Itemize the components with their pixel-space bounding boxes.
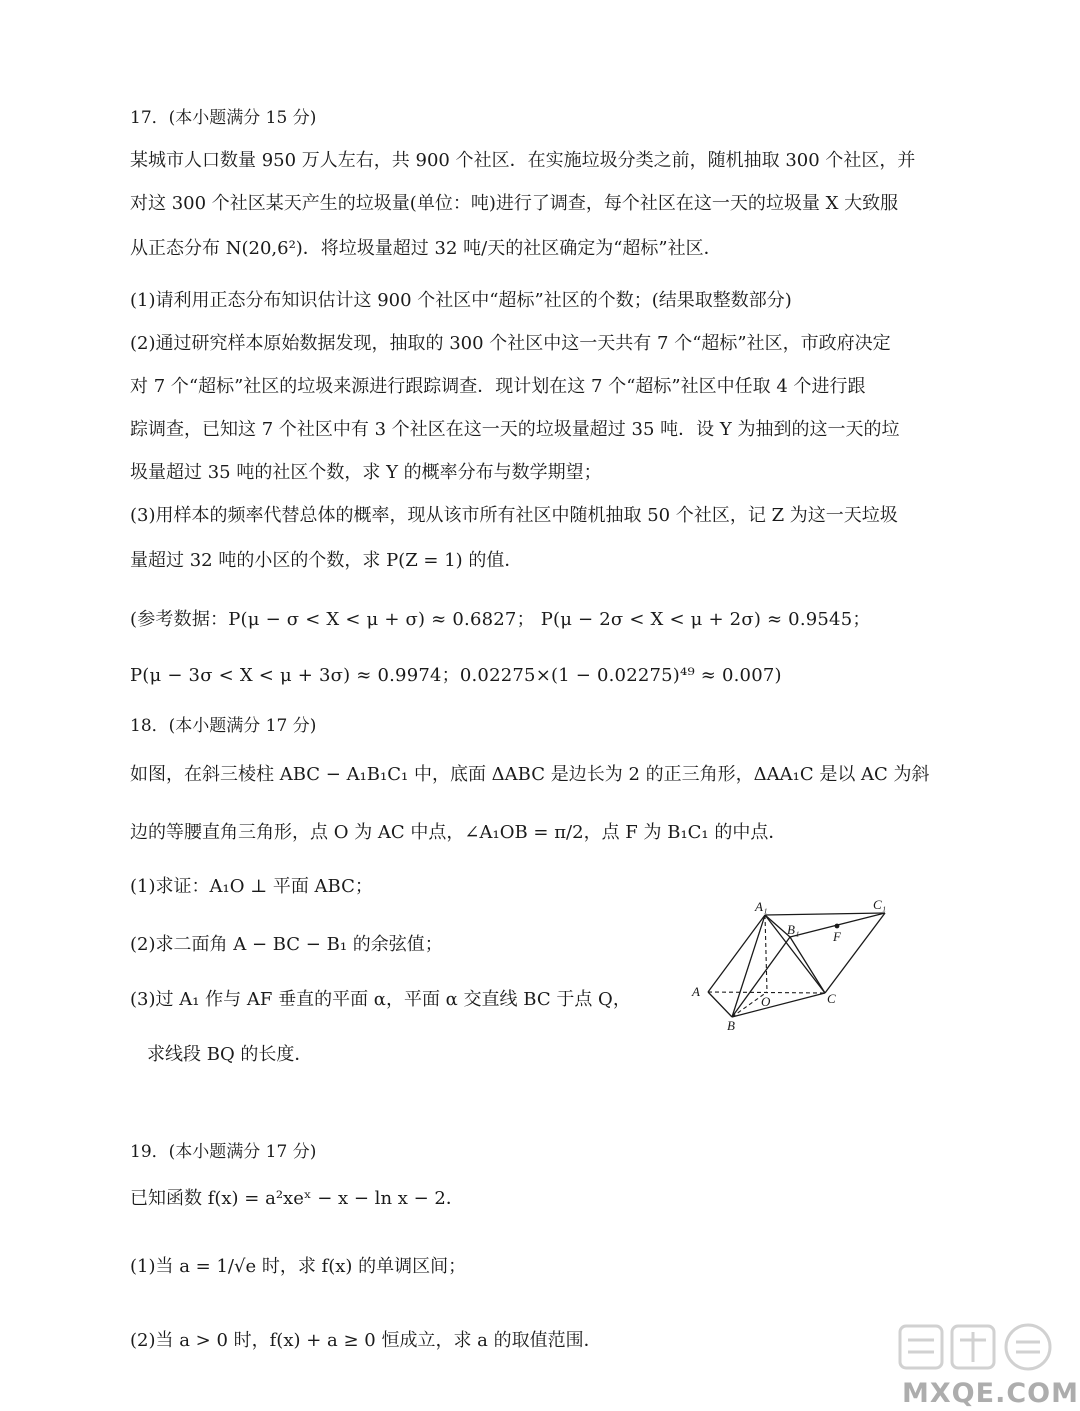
q18-part-1: (1)求证：A₁O ⊥ 平面 ABC； <box>130 876 373 897</box>
q19-part-2: (2)当 a > 0 时，f(x) + a ≥ 0 恒成立，求 a 的取值范围． <box>130 1330 602 1351</box>
point-f <box>835 924 840 929</box>
edge-a-b <box>708 992 732 1017</box>
q17-line-1: 某城市人口数量 950 万人左右，共 900 个社区．在实施垃圾分类之前，随机抽取 300 个社区，并 <box>130 150 916 171</box>
edge-a-a1 <box>708 915 765 992</box>
q18-line-1: 如图，在斜三棱柱 ABC − A₁B₁C₁ 中，底面 ΔABC 是边长为 2 的正三角形，ΔAA₁C 是以 AC 为斜 <box>130 764 930 785</box>
q17-line-2: 对这 300 个社区某天产生的垃圾量(单位：吨)进行了调查，每个社区在这一天的垃圾量 X 大致服 <box>130 193 899 214</box>
q19-heading: 19．(本小题满分 17 分) <box>130 1142 317 1162</box>
watermark-text: MXQE.COM <box>902 1378 1079 1409</box>
label-c: C <box>827 991 836 1006</box>
q17-part-3-line-1: (3)用样本的频率代替总体的概率，现从该市所有社区中随机抽取 50 个社区，记 Z 为这一天垃圾 <box>130 505 898 526</box>
q17-part-1: (1)请利用正态分布知识估计这 900 个社区中“超标”社区的个数；(结果取整数部分) <box>130 290 792 311</box>
label-c1: C₁ <box>873 897 887 912</box>
q17-line-3: 从正态分布 N(20,6²)．将垃圾量超过 32 吨/天的社区确定为“超标”社区． <box>130 238 722 259</box>
q18-line-2: 边的等腰直角三角形，点 O 为 AC 中点，∠A₁OB = π/2，点 F 为 B₁C₁ 的中点． <box>130 822 787 843</box>
edge-b-c <box>732 993 825 1017</box>
q19-line-1: 已知函数 f(x) = a²xeˣ − x − ln x − 2． <box>130 1188 464 1209</box>
q19-part-1: (1)当 a = 1/√e 时，求 f(x) 的单调区间； <box>130 1256 467 1277</box>
label-o: O <box>761 994 771 1009</box>
q18-part-2: (2)求二面角 A − BC − B₁ 的余弦值； <box>130 934 443 955</box>
edge-c-c1 <box>825 913 885 993</box>
q17-part-2-line-3: 踪调查，已知这 7 个社区中有 3 个社区在这一天的垃圾量超过 35 吨．设 Y 为抽到的这一天的垃 <box>130 419 900 440</box>
prism-figure <box>680 895 910 1035</box>
label-b1: B₁ <box>787 922 800 937</box>
label-f: F <box>833 929 841 944</box>
edge-a1-c1 <box>765 913 885 915</box>
label-a: A <box>692 984 700 999</box>
label-a1: A₁ <box>755 899 768 914</box>
q18-part-3-line-1: (3)过 A₁ 作与 AF 垂直的平面 α，平面 α 交直线 BC 于点 Q， <box>130 989 631 1010</box>
q17-part-2-line-4: 圾量超过 35 吨的社区个数，求 Y 的概率分布与数学期望； <box>130 462 602 483</box>
edge-b1-c <box>790 937 825 993</box>
q17-reference-data-2: P(μ − 3σ < X < μ + 3σ) ≈ 0.9974；0.02275×(1 − 0.02275)⁴⁹ ≈ 0.007) <box>130 665 782 686</box>
q17-heading: 17．(本小题满分 15 分) <box>130 108 317 128</box>
label-b: B <box>727 1018 735 1033</box>
q17-part-2-line-2: 对 7 个“超标”社区的垃圾来源进行跟踪调查．现计划在这 7 个“超标”社区中任取 4 个进行跟 <box>130 376 866 397</box>
q18-part-3-line-2: 求线段 BQ 的长度． <box>147 1044 313 1065</box>
q18-heading: 18．(本小题满分 17 分) <box>130 716 317 736</box>
q17-part-3-line-2: 量超过 32 吨的小区的个数，求 P(Z = 1) 的值． <box>130 550 523 571</box>
edge-a1-o-hidden <box>765 915 767 992</box>
q17-part-2-line-1: (2)通过研究样本原始数据发现，抽取的 300 个社区中这一天共有 7 个“超标”社区，市政府决定 <box>130 333 891 354</box>
q17-reference-data-1: (参考数据：P(μ − σ < X < μ + σ) ≈ 0.6827； P(μ − 2σ < X < μ + 2σ) ≈ 0.9545； <box>130 609 871 630</box>
